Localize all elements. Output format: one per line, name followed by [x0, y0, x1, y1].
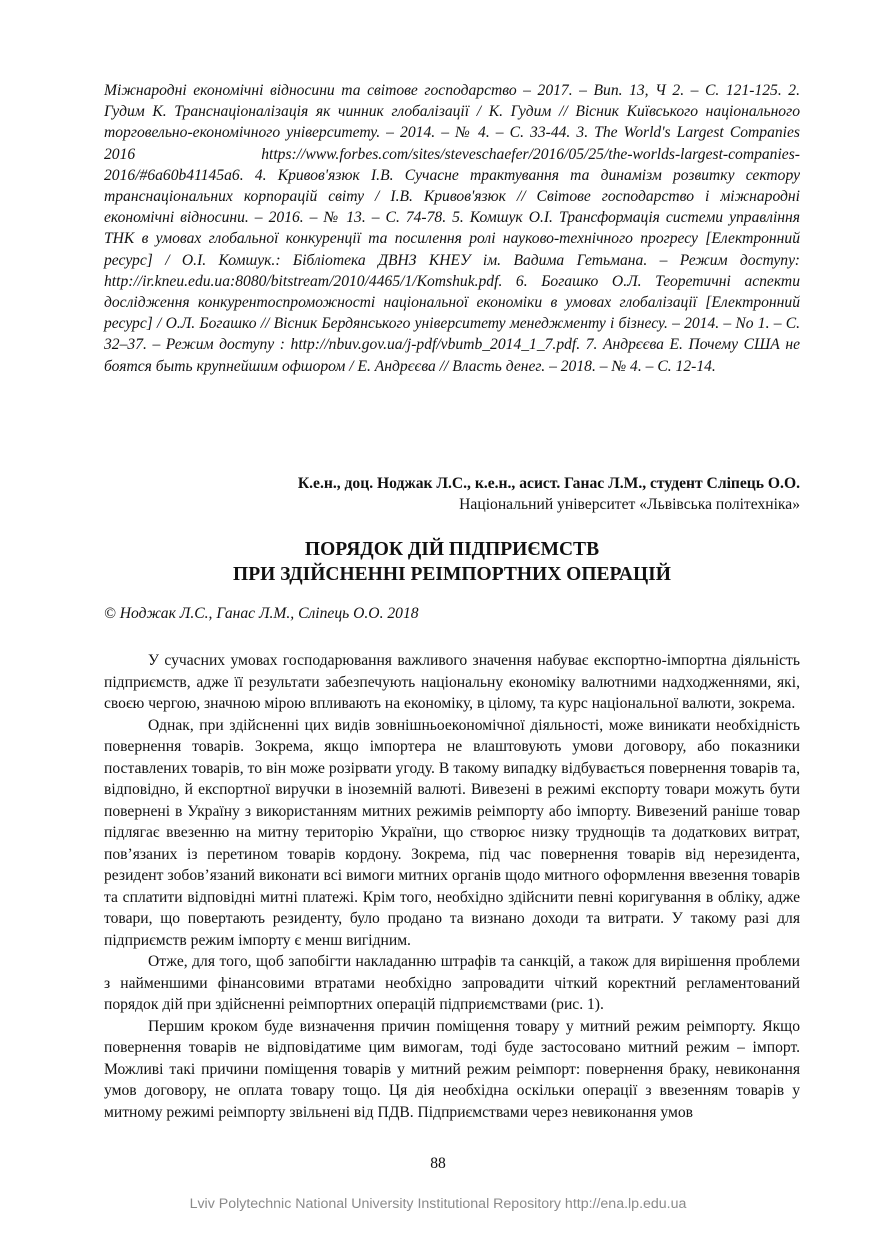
repository-footer: Lviv Polytechnic National University Institutional Repository http://ena.lp.edu.ua [189, 1196, 687, 1212]
paragraph: Першим кроком буде визначення причин поміщення товару у митний режим реімпорту. Якщо повернення товарів не відповідатиме цим вимогам, тоді буде застосовано митний режим – імпорт. Можливі такі причини поміщення товарів у митний режим реімпорт: повернення браку, невиконання умов договору, не оплата товару тощо. Ця дія необхідна оскільки операції з ввезенням товарів у митному режимі реімпорту звільнені від ПДВ. Підприємствами через невиконання умов [104, 1017, 800, 1121]
article-title [104, 537, 800, 587]
copyright-line: © Ноджак Л.С., Ганас Л.М., Сліпець О.О. 2018 [104, 605, 419, 622]
author-block [298, 473, 800, 515]
references-block [104, 80, 800, 377]
paragraph: У сучасних умовах господарювання важливого значення набуває експортно-імпортна діяльність підприємств, адже її результати забезпечують національну економіку валютними надходженнями, які, своєю чергою, значною мірою впливають на економіку, в цілому, та курс національної валюти, зокрема. [104, 652, 800, 712]
paragraph: Отже, для того, щоб запобігти накладанню штрафів та санкцій, а також для вирішення проблеми з найменшими фінансовими втратами необхідно запровадити чіткий коректний регламентований порядок дій при здійсненні реімпортних операцій підприємствами (рис. 1). [104, 953, 800, 1013]
title-line-1: ПОРЯДОК ДІЙ ПІДПРИЄМСТВ [304, 539, 600, 560]
authors: К.е.н., доц. Ноджак Л.С., к.е.н., асист. Ганас Л.М., студент Сліпець О.О. [297, 475, 800, 492]
affiliation: Національний університет «Львівська політехніка» [459, 496, 800, 513]
paragraph: Однак, при здійсненні цих видів зовнішньоекономічної діяльності, може виникати необхідність повернення товарів. Зокрема, якщо імпортера не влаштовують умови договору, або показники поставлених товарів, то він може розірвати угоду. В такому випадку відбувається повернення товарів та, відповідно, й експортної виручки в іноземній валюті. Вивезені в режимі експорту товари можуть бути повернені в Україну з використанням митних режимів реімпорту або імпорту. Вивезений раніше товар підлягає ввезенню на митну територію України, що створює низку труднощів та додаткових витрат, пов’язаних із перетином товарів кордону. Зокрема, під час повернення товарів від нерезидента, резидент зобов’язаний виконати всі вимоги митних органів щодо митного оформлення ввезення товарів та сплатити відповідні митні платежі. Крім того, необхідно здійснити певні коригування в обліку, адже товари, що повертають резиденту, було продано та визнано доходи та витрати. У такому разі для підприємств режим імпорту є менш вигідним. [104, 716, 800, 949]
article-body [104, 650, 800, 1123]
page-number: 88 [430, 1155, 446, 1172]
references-text: Міжнародні економічні відносини та світове господарство – 2017. – Вип. 13, Ч 2. – С. 121-125. 2. Гудим К. Транснаціоналізація як чинник глобалізації / К. Гудим // Вісник Київського національного торговельно-економічного університету. – 2014. – № 4. – С. 33-44. 3. The World's Largest Companies 2016 https://www.forbes.com/sites/steveschaefer/2016/05/25/the-worlds-largest-companies-2016/#6a60b41145a6. 4. Кривов'язюк І.В. Сучасне трактування та динамізм розвитку сектору транснаціональних корпорацій світу / І.В. Кривов'язюк // Світове господарство і міжнародні економічні відносини. – 2016. – № 13. – С. 74-78. 5. Комшук О.І. Трансформація системи управління ТНК в умовах глобальної конкуренції та посилення ролі науково-технічного прогресу [Електронний ресурс] / О.І. Комшук.: Бібліотека ДВНЗ КНЕУ ім. Вадима Гетьмана. – Режим доступу: http://ir.kneu.edu.ua:8080/bitstream/2010/4465/1/Komshuk.pdf. 6. Богашко О.Л. Теоретичні аспекти дослідження конкурентоспроможності національної економіки в умовах глобалізації [Електронний ресурс] / О.Л. Богашко // Вісник Бердянського університету менеджменту і бізнесу. – 2014. – No 1. – С. 32–37. – Режим доступу : http://nbuv.gov.ua/j-pdf/vbumb_2014_1_7.pdf. 7. Андрєєва Е. Почему США не боятся быть крупнейшим офшором / Е. Андрєєва // Власть денег. – 2018. – № 4. – С. 12-14. [104, 82, 800, 375]
title-line-2: ПРИ ЗДІЙСНЕННІ РЕІМПОРТНИХ ОПЕРАЦІЙ [233, 564, 671, 585]
